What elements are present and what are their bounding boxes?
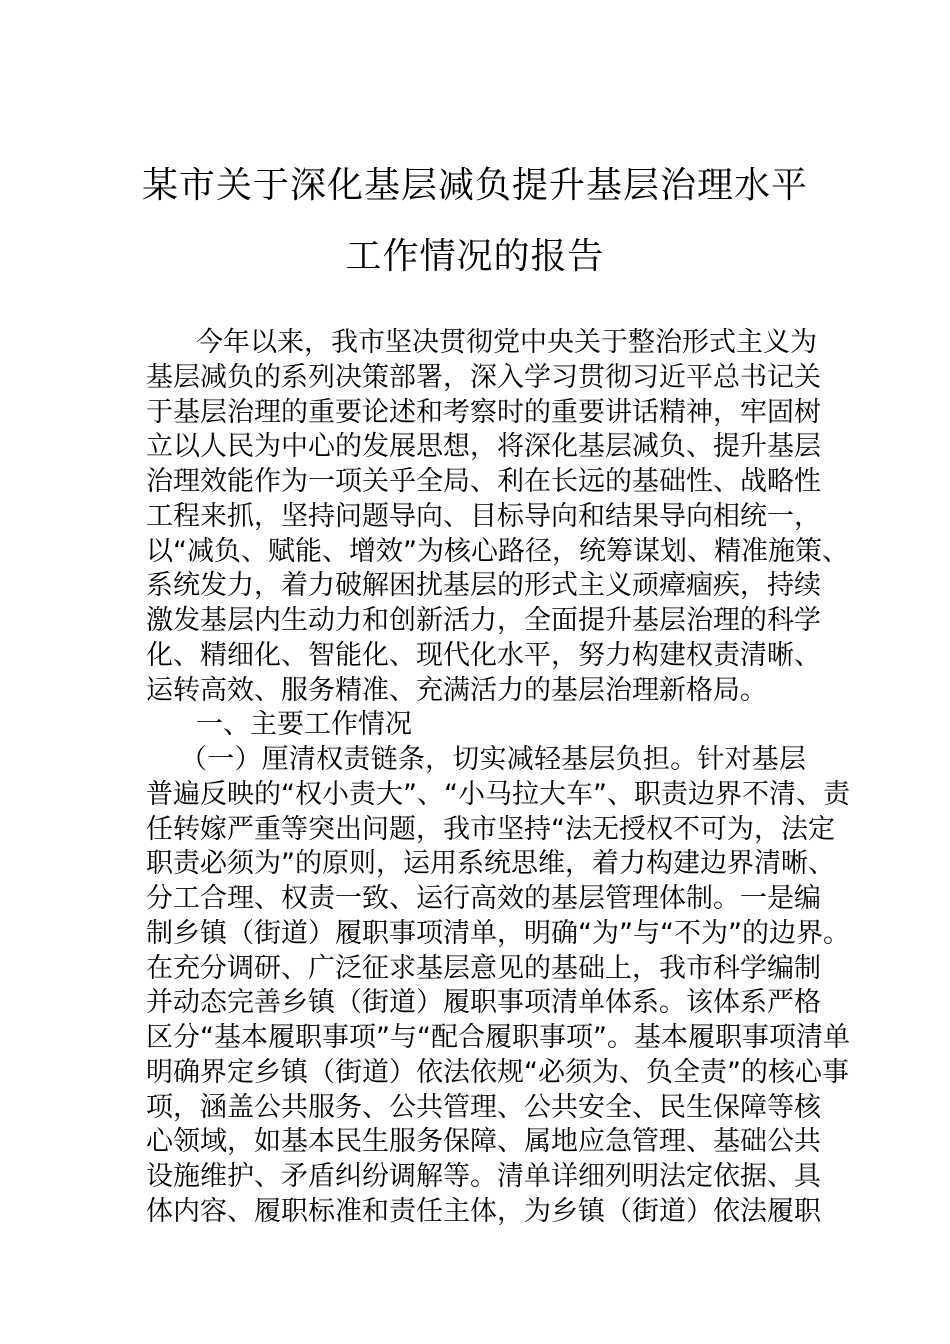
paragraph-line: 激发基层内生动力和创新活力，全面提升基层治理的科学	[146, 605, 821, 636]
paragraph-line: 工程来抓，坚持问题导向、目标导向和结果导向相统一，	[146, 500, 821, 532]
paragraph-line: 于基层治理的重要论述和考察时的重要讲话精神，牢固树	[146, 396, 821, 428]
paragraph-line: 普遍反映的“权小责大”、“小马拉大车”、职责边界不清、责	[146, 778, 850, 810]
paragraph-line: 制乡镇（街道）履职事项清单，明确“为”与“不为”的边界。	[146, 917, 850, 949]
paragraph-line: 系统发力，着力破解困扰基层的形式主义顽瘴痼疾，持续	[146, 570, 821, 602]
paragraph-line: 任转嫁严重等突出问题，我市坚持“法无授权不可为，法定	[146, 813, 835, 845]
paragraph-line: 分工合理、权责一致、运行高效的基层管理体制。一是编	[146, 883, 821, 914]
paragraph-line: 设施维护、矛盾纠纷调解等。清单详细列明法定依据、具	[146, 1161, 821, 1192]
paragraph-line: 基层减负的系列决策部署，深入学习贯彻习近平总书记关	[146, 361, 821, 393]
paragraph-line: 心领域，如基本民生服务保障、属地应急管理、基础公共	[146, 1126, 821, 1158]
paragraph-line: 立以人民为中心的发展思想，将深化基层减负、提升基层	[146, 431, 821, 463]
paragraph-line: 职责必须为”的原则，运用系统思维，着力构建边界清晰、	[146, 848, 835, 880]
paragraph-line: 并动态完善乡镇（街道）履职事项清单体系。该体系严格	[146, 987, 821, 1019]
paragraph-line: 今年以来，我市坚决贯彻党中央关于整治形式主义为	[196, 327, 817, 358]
section-heading: 一、主要工作情况	[196, 709, 412, 741]
paragraph-line: 明确界定乡镇（街道）依法依规“必须为、负全责”的核心事	[146, 1056, 849, 1088]
paragraph-line: 在充分调研、广泛征求基层意见的基础上，我市科学编制	[146, 952, 821, 984]
paragraph-line: 化、精细化、智能化、现代化水平，努力构建权责清晰、	[146, 639, 821, 671]
paragraph-line: 运转高效、服务精准、充满活力的基层治理新格局。	[146, 674, 767, 706]
paragraph-line: 治理效能作为一项关乎全局、利在长远的基础性、战略性	[146, 466, 821, 497]
paragraph-line: 体内容、履职标准和责任主体，为乡镇（街道）依法履职	[146, 1195, 821, 1227]
paragraph-line: 区分“基本履职事项”与“配合履职事项”。基本履职事项清单	[146, 1022, 850, 1053]
paragraph-line: （一）厘清权责链条，切实减轻基层负担。针对基层	[180, 744, 806, 775]
paragraph-line: 以“减负、赋能、增效”为核心路径，统筹谋划、精准施策、	[146, 535, 849, 567]
document-body	[146, 326, 850, 1230]
document-title-line-2: 工作情况的报告	[345, 236, 605, 277]
paragraph-line: 项，涵盖公共服务、公共管理、公共安全、民生保障等核	[146, 1091, 821, 1123]
document-title-line-1: 某市关于深化基层减负提升基层治理水平	[141, 165, 808, 206]
